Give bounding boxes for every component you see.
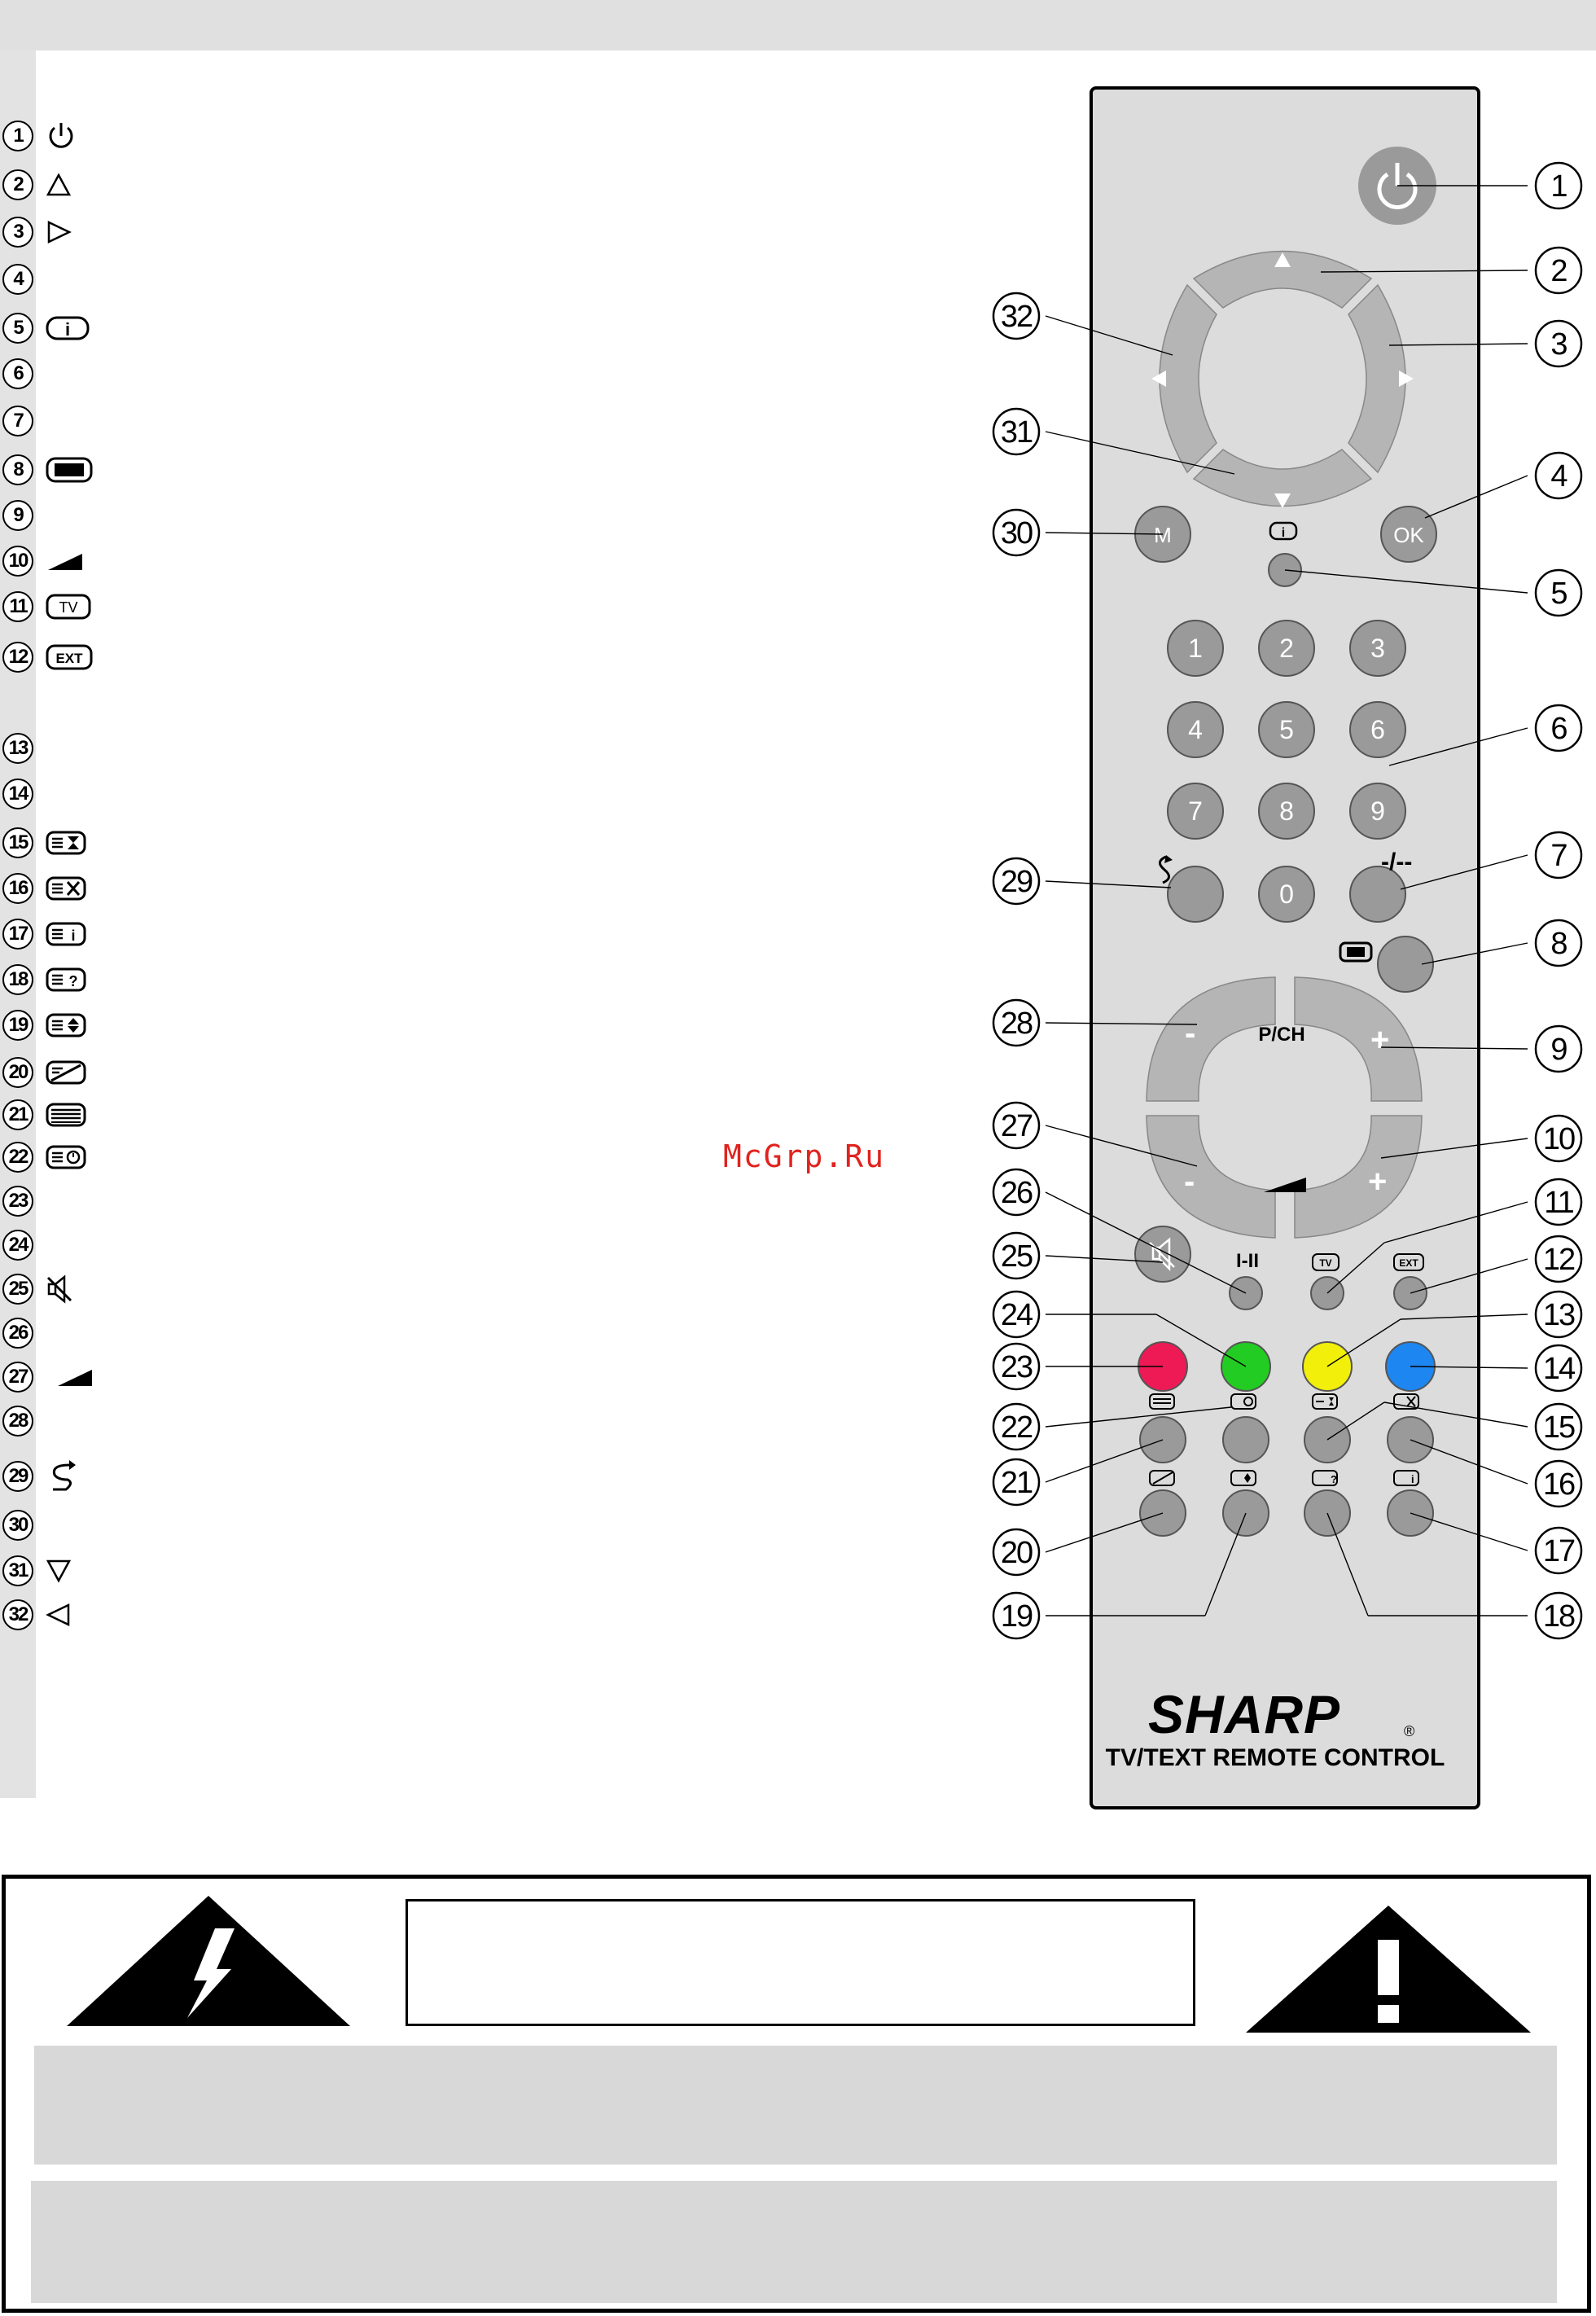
brand-registered: ® xyxy=(1404,1723,1415,1739)
legend-item xyxy=(0,451,94,489)
legend-number: 19 xyxy=(2,1010,33,1041)
legend-item xyxy=(0,730,33,767)
text-expand-icon xyxy=(45,827,94,859)
legend-number: 28 xyxy=(2,1406,33,1437)
text-mix-icon xyxy=(45,1056,94,1089)
legend-item xyxy=(0,1314,33,1352)
digit-button-4[interactable] xyxy=(1168,702,1223,757)
svg-text:i: i xyxy=(64,319,71,340)
callout-1 xyxy=(1536,163,1581,208)
callout-number: 1 xyxy=(1550,169,1567,204)
legend-item xyxy=(0,824,94,862)
callout-number: 24 xyxy=(1000,1298,1033,1332)
callout-number: 9 xyxy=(1550,1033,1567,1067)
callout-number: 19 xyxy=(1000,1599,1033,1634)
callout-number: 5 xyxy=(1550,577,1567,611)
callout-4 xyxy=(1536,453,1581,498)
callout-25 xyxy=(993,1233,1039,1279)
callout-19 xyxy=(993,1593,1039,1638)
callout-number: 14 xyxy=(1542,1352,1575,1386)
legend-number: 6 xyxy=(2,358,33,389)
text-index-icon xyxy=(45,918,94,950)
callout-number: 28 xyxy=(1000,1007,1033,1041)
legend-item xyxy=(0,355,33,393)
callout-29 xyxy=(993,858,1039,904)
digit-label: 1 xyxy=(1188,634,1203,663)
callout-number: 4 xyxy=(1550,459,1567,493)
callout-number: 29 xyxy=(1000,865,1033,899)
callout-number: 32 xyxy=(1000,300,1033,334)
legend-number: 12 xyxy=(2,642,33,673)
digit-label: 8 xyxy=(1279,796,1294,826)
callout-5 xyxy=(1536,570,1581,616)
legend-item xyxy=(0,1226,33,1264)
exclamation-warning-icon xyxy=(1243,1902,1534,2036)
legend-item xyxy=(0,1054,94,1091)
legend-number: 27 xyxy=(2,1362,33,1393)
callout-8 xyxy=(1536,920,1581,966)
legend-item xyxy=(0,1552,94,1590)
callout-number: 8 xyxy=(1550,927,1567,961)
triangle-down-icon xyxy=(45,1555,94,1587)
callout-number: 25 xyxy=(1000,1239,1033,1274)
volume-plus-label: + xyxy=(1368,1164,1388,1200)
legend-item xyxy=(0,1402,33,1440)
legend-item xyxy=(0,117,94,155)
legend-number: 22 xyxy=(2,1142,33,1173)
legend-number: 4 xyxy=(2,264,33,295)
legend-number: 8 xyxy=(2,454,33,485)
callout-number: 30 xyxy=(1000,516,1033,550)
callout-17 xyxy=(1536,1528,1581,1573)
callout-number: 26 xyxy=(1000,1176,1033,1210)
callout-13 xyxy=(1536,1292,1581,1337)
callout-23 xyxy=(993,1344,1039,1389)
legend-number: 31 xyxy=(2,1555,33,1586)
callout-32 xyxy=(993,293,1039,339)
callout-14 xyxy=(1536,1345,1581,1391)
digit-label: 9 xyxy=(1370,796,1385,826)
legend-item xyxy=(0,1138,94,1176)
svg-text:i: i xyxy=(1281,526,1286,540)
legend-number: 7 xyxy=(2,406,33,436)
ext-icon xyxy=(45,641,94,673)
legend-number: 14 xyxy=(2,779,33,809)
digit-label: 4 xyxy=(1188,715,1203,744)
digit-label: 3 xyxy=(1370,634,1385,663)
legend-number: 24 xyxy=(2,1230,33,1261)
svg-text:EXT: EXT xyxy=(55,651,83,666)
tv-icon xyxy=(45,590,94,623)
callout-15 xyxy=(1536,1404,1581,1450)
callout-number: 2 xyxy=(1550,254,1567,288)
digit-button-9[interactable] xyxy=(1350,783,1405,839)
warning-title-box xyxy=(406,1899,1195,2026)
callout-20 xyxy=(993,1529,1039,1575)
callout-number: 10 xyxy=(1542,1122,1575,1156)
legend-item xyxy=(0,497,33,534)
callout-21 xyxy=(993,1459,1039,1505)
widescreen-button[interactable] xyxy=(1378,936,1433,992)
callout-number: 22 xyxy=(1000,1410,1033,1445)
legend-number: 11 xyxy=(2,591,33,622)
legend-number: 16 xyxy=(2,873,33,904)
legend-item xyxy=(0,961,94,998)
callout-24 xyxy=(993,1292,1039,1337)
legend-item xyxy=(0,402,33,440)
callout-18 xyxy=(1536,1593,1581,1638)
triangle-left-icon xyxy=(45,1599,94,1631)
lightning-warning-icon xyxy=(64,1891,353,2029)
channel-plus-label: + xyxy=(1370,1022,1390,1058)
legend-item xyxy=(0,870,94,907)
legend-item xyxy=(0,1007,94,1044)
legend-number: 30 xyxy=(2,1510,33,1541)
legend-number: 2 xyxy=(2,169,33,200)
widescreen-icon xyxy=(45,454,94,486)
callout-number: 18 xyxy=(1542,1599,1575,1634)
text-cancel-icon xyxy=(45,872,94,905)
info-icon xyxy=(45,312,94,344)
digit-button-6[interactable] xyxy=(1350,702,1405,757)
legend-number: 3 xyxy=(2,217,33,248)
callout-27 xyxy=(993,1103,1039,1148)
menu-label: M xyxy=(1154,523,1172,547)
callout-number: 20 xyxy=(1000,1536,1033,1570)
callout-28 xyxy=(993,1000,1039,1046)
volume-wedge-icon xyxy=(55,1361,103,1393)
callout-number: 23 xyxy=(1000,1350,1033,1384)
callout-30 xyxy=(993,510,1039,555)
text-reveal-icon xyxy=(45,963,94,996)
legend-number: 20 xyxy=(2,1057,33,1088)
callout-number: 31 xyxy=(1000,415,1033,450)
svg-text:?: ? xyxy=(1331,1473,1337,1485)
legend-item xyxy=(0,1270,94,1308)
legend-item xyxy=(0,588,94,625)
ok-label: OK xyxy=(1393,523,1424,547)
legend-number: 21 xyxy=(2,1099,33,1130)
channel-minus-label: - xyxy=(1185,1015,1196,1051)
digit-label: 7 xyxy=(1188,796,1203,826)
callout-6 xyxy=(1536,705,1581,751)
legend-number: 13 xyxy=(2,733,33,764)
callout-number: 3 xyxy=(1550,327,1567,362)
triangle-right-icon xyxy=(45,216,94,248)
legend-item xyxy=(0,261,33,298)
svg-text:i: i xyxy=(71,928,76,944)
legend-number: 5 xyxy=(2,313,33,344)
digit-button-1[interactable] xyxy=(1168,621,1223,676)
digit-button-5[interactable] xyxy=(1259,702,1314,757)
callout-11 xyxy=(1536,1179,1581,1225)
legend-item xyxy=(0,542,94,580)
brand-logo: SHARP xyxy=(1147,1684,1341,1744)
mute-button[interactable] xyxy=(1135,1226,1190,1282)
top-band xyxy=(0,0,1596,50)
legend-number: 32 xyxy=(2,1599,33,1630)
callout-2 xyxy=(1536,248,1581,293)
legend-number: 10 xyxy=(2,546,33,577)
callout-26 xyxy=(993,1169,1039,1215)
mute-icon xyxy=(45,1273,94,1305)
callout-number: 15 xyxy=(1542,1410,1575,1445)
dual-label: I-II xyxy=(1236,1250,1259,1272)
callout-3 xyxy=(1536,321,1581,366)
triangle-up-icon xyxy=(45,169,94,201)
watermark: McGrp.Ru xyxy=(723,1138,886,1174)
legend-number: 17 xyxy=(2,919,33,950)
digit-button-7[interactable] xyxy=(1168,783,1223,839)
text-size-icon xyxy=(45,1009,94,1042)
text-mode-icon xyxy=(45,1099,94,1131)
swap-button[interactable] xyxy=(1168,866,1223,922)
svg-text:EXT: EXT xyxy=(1399,1257,1418,1269)
legend-number: 23 xyxy=(2,1186,33,1217)
legend-item xyxy=(0,1507,33,1544)
svg-text:i: i xyxy=(1411,1473,1414,1485)
legend-item xyxy=(0,775,33,813)
digit-label: 6 xyxy=(1370,715,1385,744)
digit-button-3[interactable] xyxy=(1350,621,1405,676)
callout-number: 7 xyxy=(1550,839,1567,873)
legend-number: 26 xyxy=(2,1318,33,1349)
legend-item xyxy=(0,166,94,204)
callout-number: 6 xyxy=(1550,712,1567,746)
digit-button-2[interactable] xyxy=(1259,621,1314,676)
callout-number: 16 xyxy=(1542,1467,1575,1502)
warning-text-band-1 xyxy=(34,2046,1557,2165)
legend-number: 29 xyxy=(2,1461,33,1492)
volume-minus-label: - xyxy=(1184,1164,1195,1200)
text-hold-icon xyxy=(45,1141,94,1173)
callout-number: 13 xyxy=(1542,1298,1575,1332)
callout-22 xyxy=(993,1404,1039,1450)
legend-number: 9 xyxy=(2,500,33,531)
callout-12 xyxy=(1536,1236,1581,1282)
ok-button[interactable] xyxy=(1381,507,1436,562)
legend-item xyxy=(0,1458,94,1495)
legend-item xyxy=(0,213,94,251)
callout-number: 12 xyxy=(1542,1243,1575,1277)
digit-label: 2 xyxy=(1279,634,1294,663)
digit-label: 0 xyxy=(1279,879,1294,909)
power-icon xyxy=(45,120,94,152)
svg-text:TV: TV xyxy=(59,599,78,616)
legend-item xyxy=(0,309,94,347)
legend-number: 15 xyxy=(2,827,33,858)
svg-text:?: ? xyxy=(68,973,78,989)
legend-item xyxy=(0,1596,94,1634)
callout-31 xyxy=(993,409,1039,454)
callout-7 xyxy=(1536,832,1581,878)
callout-number: 21 xyxy=(1000,1466,1033,1500)
digit-label: 5 xyxy=(1279,715,1294,744)
callout-number: 11 xyxy=(1544,1186,1573,1220)
legend-item xyxy=(0,638,94,676)
legend-number: 18 xyxy=(2,964,33,995)
callout-number: 27 xyxy=(1000,1109,1033,1143)
volume-wedge-icon xyxy=(45,545,94,577)
text-hold-button[interactable] xyxy=(1223,1417,1269,1463)
legend-item xyxy=(0,1358,103,1396)
legend-item xyxy=(0,1182,33,1220)
legend-number: 1 xyxy=(2,121,33,151)
callout-16 xyxy=(1536,1461,1581,1507)
legend-number: 25 xyxy=(2,1274,33,1305)
legend-item xyxy=(0,1096,94,1134)
svg-text:TV: TV xyxy=(1319,1257,1332,1269)
legend-item xyxy=(0,915,94,953)
callout-number: 17 xyxy=(1542,1534,1575,1568)
remote-subtitle: TV/TEXT REMOTE CONTROL xyxy=(1105,1744,1445,1771)
digit-button-0[interactable] xyxy=(1259,866,1314,922)
swap-icon xyxy=(45,1460,94,1493)
digit-button-8[interactable] xyxy=(1259,783,1314,839)
warning-text-band-2 xyxy=(31,2181,1557,2303)
callout-10 xyxy=(1536,1116,1581,1161)
callout-9 xyxy=(1536,1026,1581,1072)
pch-label: P/CH xyxy=(1258,1024,1305,1046)
remote-diagram xyxy=(961,73,1596,1824)
dash-label: -/-- xyxy=(1381,849,1413,875)
